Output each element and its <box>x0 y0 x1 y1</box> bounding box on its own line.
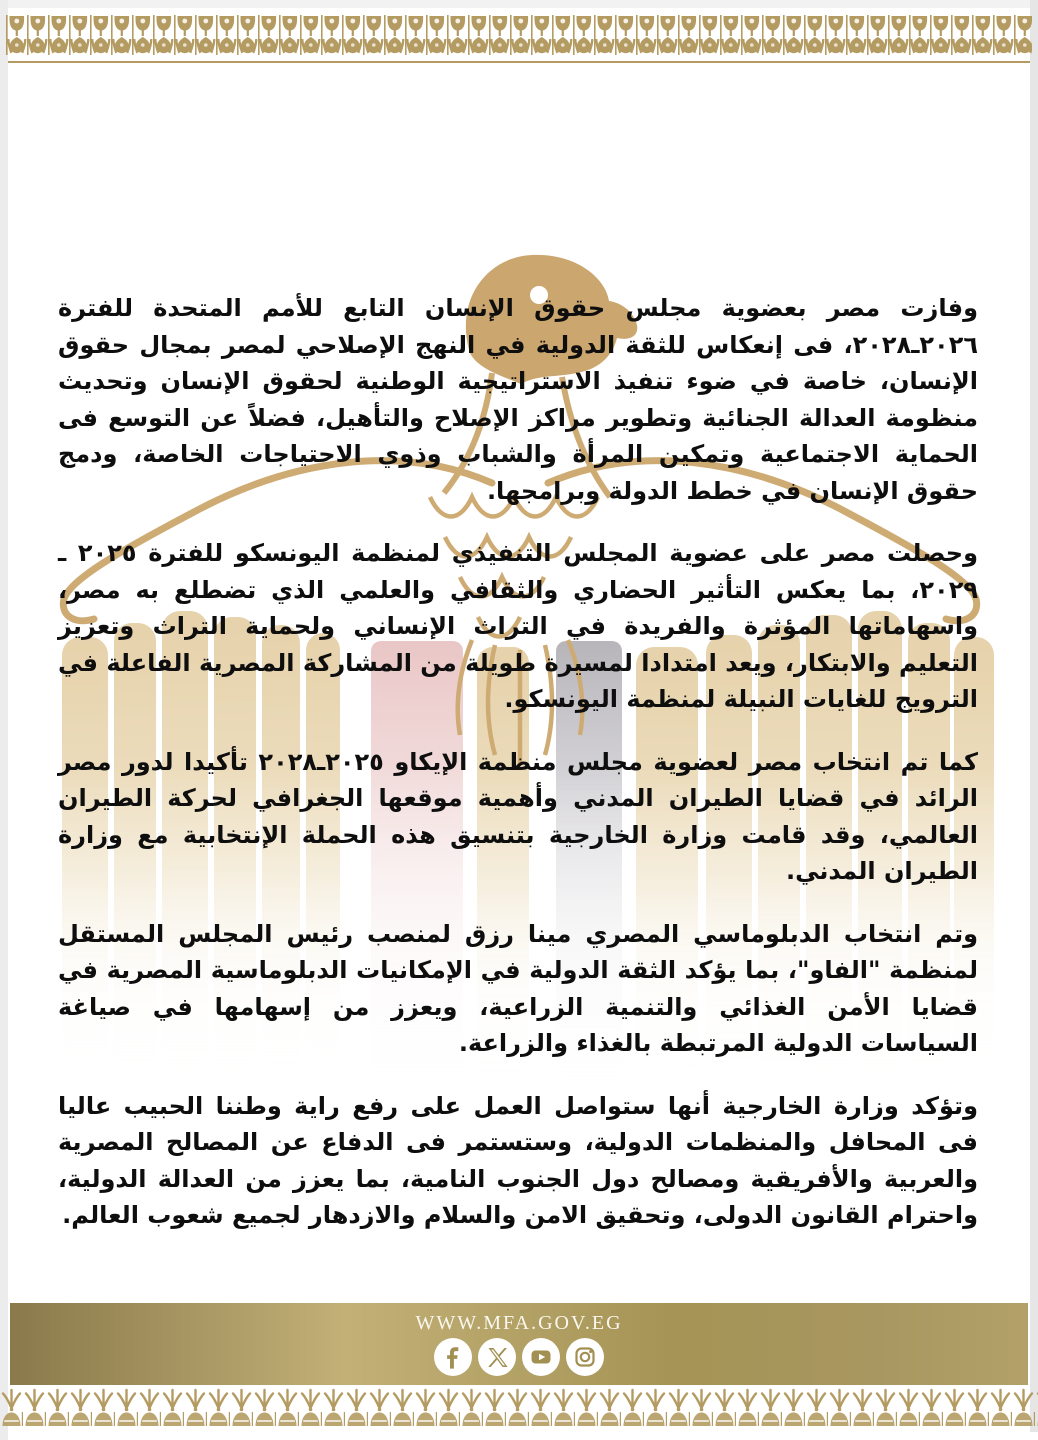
facebook-icon <box>434 1338 472 1376</box>
arabic-paragraph-1: وفازت مصر بعضوية مجلس حقوق الإنسان التابع للأمم المتحدة للفترة ٢٠٢٦ـ٢٠٢٨، فى إنعكاس للثقة الدولية في النهج الإصلاحي لمصر بمجال حقوق الإنسان، خاصة في ضوء تنفيذ الاستراتيجية الوطنية لحقوق الإنسان وتحديث منظومة العدالة الجنائية وتطوير مراكز الإصلاح والتأهيل، فضلاً عن التوسع فى الحماية الاجتماعية وتمكين المرأة والشباب وذوي الاحتياجات الخاصة، ودمج حقوق الإنسان في خطط الدولة وبرامجها. <box>58 294 978 505</box>
page-edge-left <box>0 0 8 1440</box>
page-edge-right <box>1030 0 1038 1432</box>
statement-body <box>58 290 978 1260</box>
top-ornament-border <box>6 13 1032 59</box>
bottom-ornament-border <box>0 1388 1038 1428</box>
arabic-paragraph-3: كما تم انتخاب مصر لعضوية مجلس منظمة الإيكاو ٢٠٢٥ـ٢٠٢٨ تأكيدا لدور مصر الرائد في قضايا الطيران المدني وأهمية موقعها الجغرافي لحركة الطيران العالمي، وقد قامت وزارة الخارجية بتنسيق هذه الحملة الإنتخابية مع وزارة الطيران المدني. <box>58 747 978 885</box>
arabic-paragraph-2: وحصلت مصر على عضوية المجلس التنفيذي لمنظمة اليونسكو للفترة ٢٠٢٥ ـ ٢٠٢٩، بما يعكس التأثير الحضاري والثقافي والعلمي الذي تضطلع به مصر، واسهاماتها المؤثرة والفريدة في التراث الإنساني ولحماية التراث وتعزيز التعليم والابتكار، ويعد امتدادا لمسيرة طويلة من المشاركة المصرية الفاعلة في الترويج للغايات النبيلة لمنظمة اليونسكو. <box>58 539 979 713</box>
arabic-paragraph-5: وتؤكد وزارة الخارجية أنها ستواصل العمل على رفع راية وطننا الحبيب عاليا فى المحافل والمنظمات الدولية، وستستمر فى الدفاع عن المصالح المصرية والعربية والأفريقية ومصالح دول الجنوب النامية، بما يعزز من العدالة الدولية، واحترام القانون الدولى، وتحقيق الامن والسلام والازدهار لجميع شعوب العالم. <box>58 1091 978 1229</box>
gold-rule-line <box>8 61 1030 63</box>
instagram-icon <box>566 1338 604 1376</box>
page-edge-top <box>0 0 1038 8</box>
arabic-paragraph-4: وتم انتخاب الدبلوماسي المصري مينا رزق لمنصب رئيس المجلس المستقل لمنظمة "الفاو"، بما يؤكد الثقة الدولية في الإمكانيات الدبلوماسية المصرية في قضايا الأمن الغذائي والتنمية الزراعية، ويعزز من إسهامها في صياغة السياسات الدولية المرتبطة بالغذاء والزراعة. <box>58 919 978 1057</box>
social-icons-row <box>434 1338 604 1376</box>
x-icon <box>478 1338 516 1376</box>
ministry-website-url: WWW.MFA.GOV.EG <box>415 1312 623 1334</box>
youtube-icon <box>522 1338 560 1376</box>
footer-bar <box>10 1303 1028 1385</box>
